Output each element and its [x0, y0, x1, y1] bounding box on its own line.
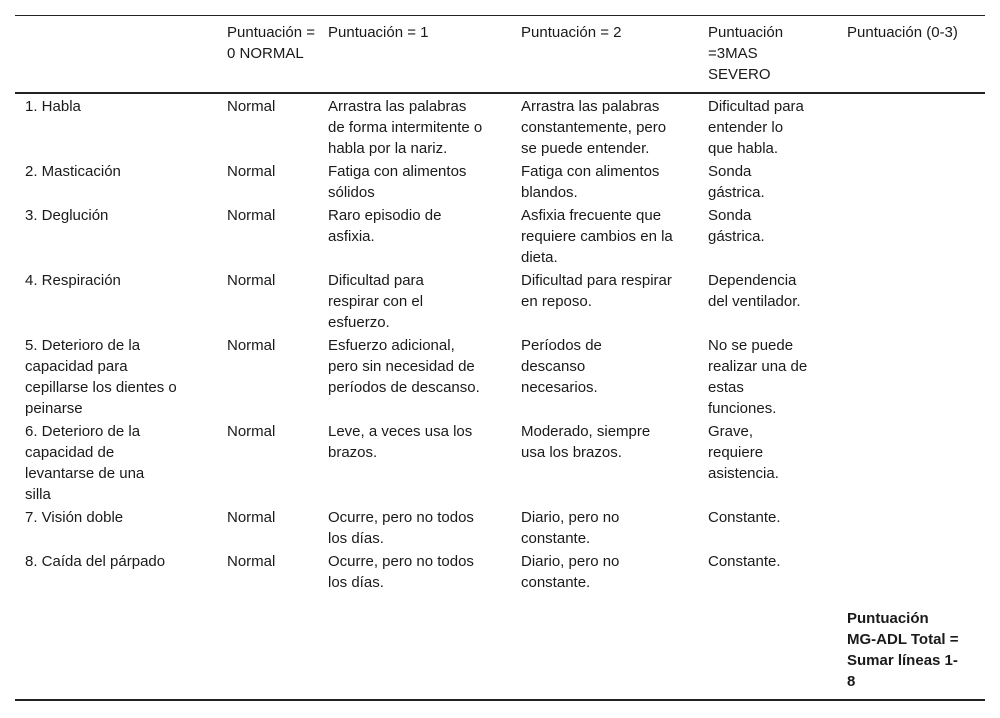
row-score-1-text: Leve, a veces usa los brazos.: [328, 423, 473, 461]
row-score-3-text: Sonda gástrica.: [708, 163, 765, 201]
row-score-3: [708, 334, 847, 420]
row-score-0: Normal: [227, 272, 276, 289]
header-score-2: Puntuación = 2: [521, 24, 622, 41]
row-item: 1. Habla: [25, 98, 81, 115]
header-score-3: [708, 16, 847, 94]
header-score-0-text: Puntuación = 0 NORMAL: [227, 24, 315, 62]
total-label-cell: [847, 594, 985, 700]
row-score-3: [708, 204, 847, 269]
row-score-1-text: Raro episodio de asfixia.: [328, 207, 442, 245]
row-score-2-text: Moderado, siempre usa los brazos.: [521, 423, 651, 461]
row-score-0: Normal: [227, 207, 276, 224]
total-empty-cell: [708, 594, 847, 700]
header-score-0: [227, 16, 328, 94]
row-score-1: [328, 160, 521, 204]
row-score-3-text: Dificultad para entender lo que habla.: [708, 98, 804, 157]
table-row: [15, 334, 985, 420]
total-score-label: Puntuación MG-ADL Total = Sumar líneas 1-8: [847, 610, 959, 690]
row-score-2-text: Asfixia frecuente que requiere cambios en la dieta.: [521, 207, 673, 266]
header-points: Puntuación (0-3): [847, 24, 958, 41]
row-score-3: [708, 269, 847, 334]
row-item: 3. Deglución: [25, 207, 109, 224]
mg-adl-table-container: [15, 15, 985, 701]
row-score-3-text: Grave, requiere asistencia.: [708, 423, 779, 482]
row-points: [847, 334, 985, 420]
row-score-2: [521, 550, 708, 594]
row-score-2-text: Fatiga con alimentos blandos.: [521, 163, 660, 201]
row-score-2: [521, 204, 708, 269]
row-item: 8. Caída del párpado: [25, 553, 166, 570]
row-score-1: [328, 204, 521, 269]
row-score-3: [708, 420, 847, 506]
row-score-0: Normal: [227, 423, 276, 440]
header-score-1: Puntuación = 1: [328, 24, 429, 41]
row-points: [847, 204, 985, 269]
table-total-row: [15, 594, 985, 700]
row-score-1-text: Esfuerzo adicional, pero sin necesidad de períodos de descanso.: [328, 337, 480, 396]
row-score-1: [328, 334, 521, 420]
total-empty-cell: [15, 594, 227, 700]
row-points: [847, 269, 985, 334]
row-score-1: [328, 550, 521, 594]
row-score-3-text: Dependencia del ventilador.: [708, 272, 801, 310]
header-item: [15, 16, 227, 94]
row-score-2-text: Períodos de descanso necesarios.: [521, 337, 602, 396]
total-empty-cell: [521, 594, 708, 700]
row-points: [847, 93, 985, 160]
row-score-1-text: Dificultad para respirar con el esfuerzo.: [328, 272, 424, 331]
row-points: [847, 550, 985, 594]
table-row: [15, 550, 985, 594]
row-item: 2. Masticación: [25, 163, 121, 180]
row-score-0: Normal: [227, 98, 276, 115]
header-score-3-text: Puntuación =3MAS SEVERO: [708, 24, 784, 83]
total-empty-cell: [328, 594, 521, 700]
row-score-3: [708, 93, 847, 160]
row-item-text: 6. Deterioro de la capacidad de levantarse de una silla: [25, 423, 145, 503]
row-item: [15, 420, 227, 506]
row-points: [847, 506, 985, 550]
table-row: [15, 269, 985, 334]
row-score-1-text: Ocurre, pero no todos los días.: [328, 553, 474, 591]
row-score-1-text: Arrastra las palabras de forma intermitente o habla por la nariz.: [328, 98, 483, 157]
row-score-2-text: Diario, pero no constante.: [521, 509, 620, 547]
row-score-3: Constante.: [708, 509, 781, 526]
table-row: [15, 93, 985, 160]
mg-adl-scale-table: [15, 15, 985, 701]
row-score-2: [521, 93, 708, 160]
row-item: [15, 334, 227, 420]
total-empty-cell: [227, 594, 328, 700]
row-score-2: [521, 269, 708, 334]
table-row: [15, 160, 985, 204]
row-score-2-text: Arrastra las palabras constantemente, pero se puede entender.: [521, 98, 667, 157]
table-row: [15, 204, 985, 269]
row-score-1: [328, 420, 521, 506]
row-score-1: [328, 506, 521, 550]
row-item: 4. Respiración: [25, 272, 121, 289]
row-score-2-text: Dificultad para respirar en reposo.: [521, 272, 672, 310]
row-points: [847, 160, 985, 204]
row-score-0: Normal: [227, 553, 276, 570]
row-item: 7. Visión doble: [25, 509, 124, 526]
row-item-text: 5. Deterioro de la capacidad para cepillarse los dientes o peinarse: [25, 337, 177, 417]
row-score-2: [521, 420, 708, 506]
row-score-1: [328, 93, 521, 160]
row-score-2: [521, 160, 708, 204]
row-points: [847, 420, 985, 506]
row-score-0: Normal: [227, 337, 276, 354]
row-score-2: [521, 334, 708, 420]
row-score-3-text: No se puede realizar una de estas funciones.: [708, 337, 808, 417]
row-score-1-text: Ocurre, pero no todos los días.: [328, 509, 474, 547]
row-score-1-text: Fatiga con alimentos sólidos: [328, 163, 467, 201]
row-score-3-text: Sonda gástrica.: [708, 207, 765, 245]
row-score-3: [708, 160, 847, 204]
row-score-0: Normal: [227, 509, 276, 526]
table-row: [15, 506, 985, 550]
row-score-2-text: Diario, pero no constante.: [521, 553, 620, 591]
row-score-1: [328, 269, 521, 334]
row-score-3: Constante.: [708, 553, 781, 570]
table-row: [15, 420, 985, 506]
table-header-row: [15, 16, 985, 94]
row-score-2: [521, 506, 708, 550]
row-score-0: Normal: [227, 163, 276, 180]
